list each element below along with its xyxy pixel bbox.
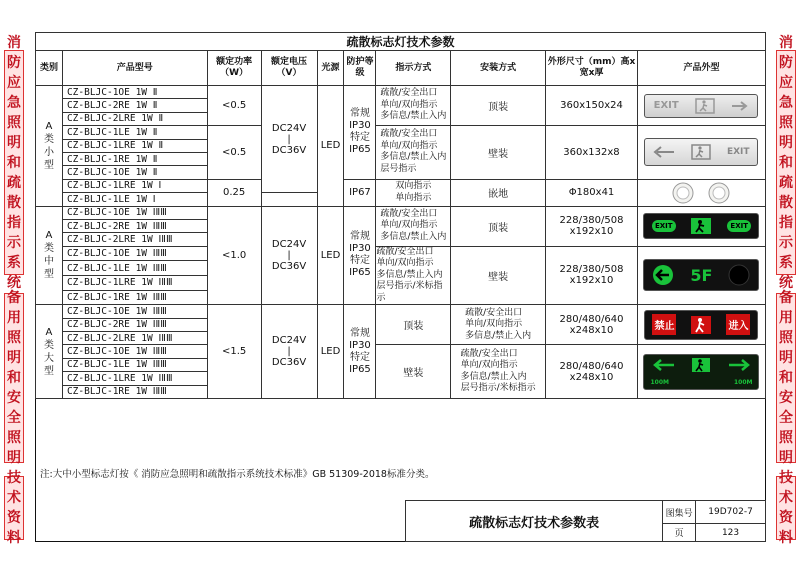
running-man-icon <box>690 315 712 335</box>
header-protection: 防护等级 <box>344 51 376 86</box>
exit-label: EXIT <box>726 147 750 158</box>
arrow-left-icon <box>653 146 675 158</box>
model-cell: CZ-BLJC-1RE 1W ⅠⅡⅢ <box>62 385 207 398</box>
model-cell: CZ-BLJC-2RE 1W Ⅱ <box>62 99 207 112</box>
model-cell: CZ-BLJC-1LE 1W Ⅱ <box>62 126 207 139</box>
indication-cell: 疏散/安全出口 单向/双向指示 多信息/禁止入内 层号指示/米标指示 <box>376 246 451 305</box>
model-cell: CZ-BLJC-1LE 1W ⅠⅡⅢ <box>62 261 207 276</box>
model-cell: CZ-BLJC-1LRE 1W ⅠⅡⅢ <box>62 275 207 290</box>
sidebar-section: 技 术 资 料 <box>776 476 796 540</box>
light-cell: LED <box>317 86 344 207</box>
power-cell: 0.25 <box>207 179 261 206</box>
model-cell: CZ-BLJC-1OE 1W ⅠⅡⅢ <box>62 206 207 219</box>
model-cell: CZ-BLJC-2LRE 1W ⅠⅡⅢ <box>62 331 207 344</box>
dot-icon <box>728 264 750 286</box>
voltage-cell: DC24V | DC36V <box>261 305 317 399</box>
title-block <box>405 500 766 542</box>
sheet-title: 疏散标志灯技术参数表 <box>406 501 663 542</box>
size-cell: 280/480/640 x248x10 <box>546 345 638 399</box>
install-cell: 顶装 <box>451 206 546 246</box>
install-cell: 壁装 <box>451 246 546 305</box>
sidebar-section: 备 用 照 明 和 安 全 照 明 <box>4 293 24 463</box>
model-cell: CZ-BLJC-1RE 1W ⅠⅡⅢ <box>62 290 207 305</box>
size-cell: 228/380/508 x192x10 <box>546 206 638 246</box>
product-image-wall-large <box>637 345 765 399</box>
model-cell: CZ-BLJC-1RE 1W Ⅱ <box>62 152 207 165</box>
size-cell: 228/380/508 x192x10 <box>546 246 638 305</box>
product-image-floor <box>637 179 765 206</box>
header-voltage: 额定电压（V） <box>261 51 317 86</box>
header-light: 光源 <box>317 51 344 86</box>
page-label: 页 <box>663 524 696 542</box>
protection-cell: 常规 IP30 特定 IP65 <box>344 86 376 180</box>
floor-light-icon <box>706 182 732 204</box>
page-value: 123 <box>696 524 766 542</box>
model-cell: CZ-BLJC-1LRE 1W ⅠⅡⅢ <box>62 372 207 385</box>
model-cell: CZ-BLJC-1OE 1W Ⅱ <box>62 86 207 99</box>
model-cell: CZ-BLJC-1OE 1W ⅠⅡⅢ <box>62 305 207 318</box>
power-cell: <0.5 <box>207 126 261 180</box>
model-cell: CZ-BLJC-2LRE 1W ⅠⅡⅢ <box>62 233 207 246</box>
enter-label: 进入 <box>726 314 750 335</box>
install-cell: 壁装 <box>376 345 451 399</box>
model-cell: CZ-BLJC-1LRE 1W Ⅰ <box>62 179 207 192</box>
atlas-value: 19D702-7 <box>696 501 766 524</box>
model-cell: CZ-BLJC-1OE 1W ⅠⅡⅢ <box>62 345 207 358</box>
model-cell: CZ-BLJC-2RE 1W ⅠⅡⅢ <box>62 219 207 232</box>
sidebar-section: 消 防 应 急 照 明 和 疏 散 指 示 系 统 <box>4 50 24 275</box>
exit-label: EXIT <box>652 220 676 232</box>
light-cell: LED <box>317 305 344 399</box>
voltage-cell: DC24V | DC36V <box>261 86 317 193</box>
sidebar-section: 技 术 资 料 <box>4 476 24 540</box>
indication-cell: 双向指示 单向指示 <box>376 179 451 206</box>
running-man-icon <box>691 144 711 160</box>
install-cell: 嵌地 <box>451 179 546 206</box>
arrow-left-icon <box>652 264 674 286</box>
product-image-ceiling-large <box>637 305 765 345</box>
model-cell: CZ-BLJC-2RE 1W ⅠⅡⅢ <box>62 318 207 331</box>
category-small: A类小型 <box>36 86 63 207</box>
exit-label: EXIT <box>653 100 679 112</box>
arrow-left-icon <box>652 358 676 372</box>
size-cell: 360x150x24 <box>546 86 638 126</box>
indication-cell: 疏散/安全出口 单向/双向指示 多信息/禁止入内 层号指示 <box>376 126 451 180</box>
protection-cell: 常规 IP30 特定 IP65 <box>344 305 376 399</box>
indication-cell: 疏散/安全出口 单向/双向指示 多信息/禁止入内 <box>376 86 451 126</box>
product-image-wall-small <box>637 126 765 180</box>
table-title: 疏散标志灯技术参数 <box>36 33 766 51</box>
forbid-label: 禁止 <box>652 314 676 335</box>
install-cell: 壁装 <box>451 126 546 180</box>
power-cell: <0.5 <box>207 86 261 126</box>
running-man-icon <box>691 357 711 373</box>
indication-cell: 疏散/安全出口 单向/双向指示 多信息/禁止入内 层号指示/米标指示 <box>451 345 546 399</box>
header-model: 产品型号 <box>62 51 207 86</box>
model-cell: CZ-BLJC-1LE 1W ⅠⅡⅢ <box>62 358 207 371</box>
size-cell: 280/480/640 x248x10 <box>546 305 638 345</box>
category-medium: A类中型 <box>36 206 63 305</box>
header-power: 额定功率（W） <box>207 51 261 86</box>
model-cell: CZ-BLJC-1OE 1W ⅠⅡⅢ <box>62 246 207 261</box>
header-indication: 指示方式 <box>376 51 451 86</box>
model-cell: CZ-BLJC-2LRE 1W Ⅱ <box>62 112 207 125</box>
header-category: 类别 <box>36 51 63 86</box>
atlas-label: 图集号 <box>663 501 696 524</box>
sidebar-section: 消 防 应 急 照 明 和 疏 散 指 示 系 统 <box>776 50 796 275</box>
size-cell: Φ180x41 <box>546 179 638 206</box>
floor-light-icon <box>670 182 696 204</box>
model-cell: CZ-BLJC-1LE 1W Ⅰ <box>62 193 207 206</box>
size-cell: 360x132x8 <box>546 126 638 180</box>
product-image-ceiling-medium <box>637 206 765 246</box>
spec-table <box>35 32 766 399</box>
exit-label: EXIT <box>727 220 751 232</box>
header-product: 产品外型 <box>637 51 765 86</box>
header-install: 安装方式 <box>451 51 546 86</box>
light-cell: LED <box>317 206 344 305</box>
install-cell: 顶装 <box>451 86 546 126</box>
running-man-icon <box>690 217 712 235</box>
category-large: A类大型 <box>36 305 63 399</box>
voltage-cell: DC24V | DC36V <box>261 206 317 305</box>
model-cell: CZ-BLJC-1OE 1W Ⅱ <box>62 166 207 179</box>
indication-cell: 疏散/安全出口 单向/双向指示 多信息/禁止入内 <box>451 305 546 345</box>
footnote: 注:大中小型标志灯按《 消防应急照明和疏散指示系统技术标准》GB 51309-2018标准分类。 <box>40 469 435 480</box>
power-cell: <1.0 <box>207 206 261 305</box>
distance-right-label: 100M <box>733 378 753 386</box>
sidebar-section: 备 用 照 明 和 安 全 照 明 <box>776 293 796 463</box>
protection-cell: IP67 <box>344 179 376 206</box>
model-cell: CZ-BLJC-1LRE 1W Ⅱ <box>62 139 207 152</box>
distance-left-label: 100M <box>650 378 669 386</box>
arrow-right-icon <box>731 101 749 111</box>
arrow-right-icon <box>727 358 751 372</box>
floor-number-label: 5F <box>690 265 713 285</box>
running-man-icon <box>695 98 715 114</box>
header-size: 外形尺寸（mm）高x宽x厚 <box>546 51 638 86</box>
product-image-ceiling-small <box>637 86 765 126</box>
product-image-wall-medium <box>637 246 765 305</box>
install-cell: 顶装 <box>376 305 451 345</box>
power-cell: <1.5 <box>207 305 261 399</box>
indication-cell: 疏散/安全出口 单向/双向指示 多信息/禁止入内 <box>376 206 451 246</box>
protection-cell: 常规 IP30 特定 IP65 <box>344 206 376 305</box>
